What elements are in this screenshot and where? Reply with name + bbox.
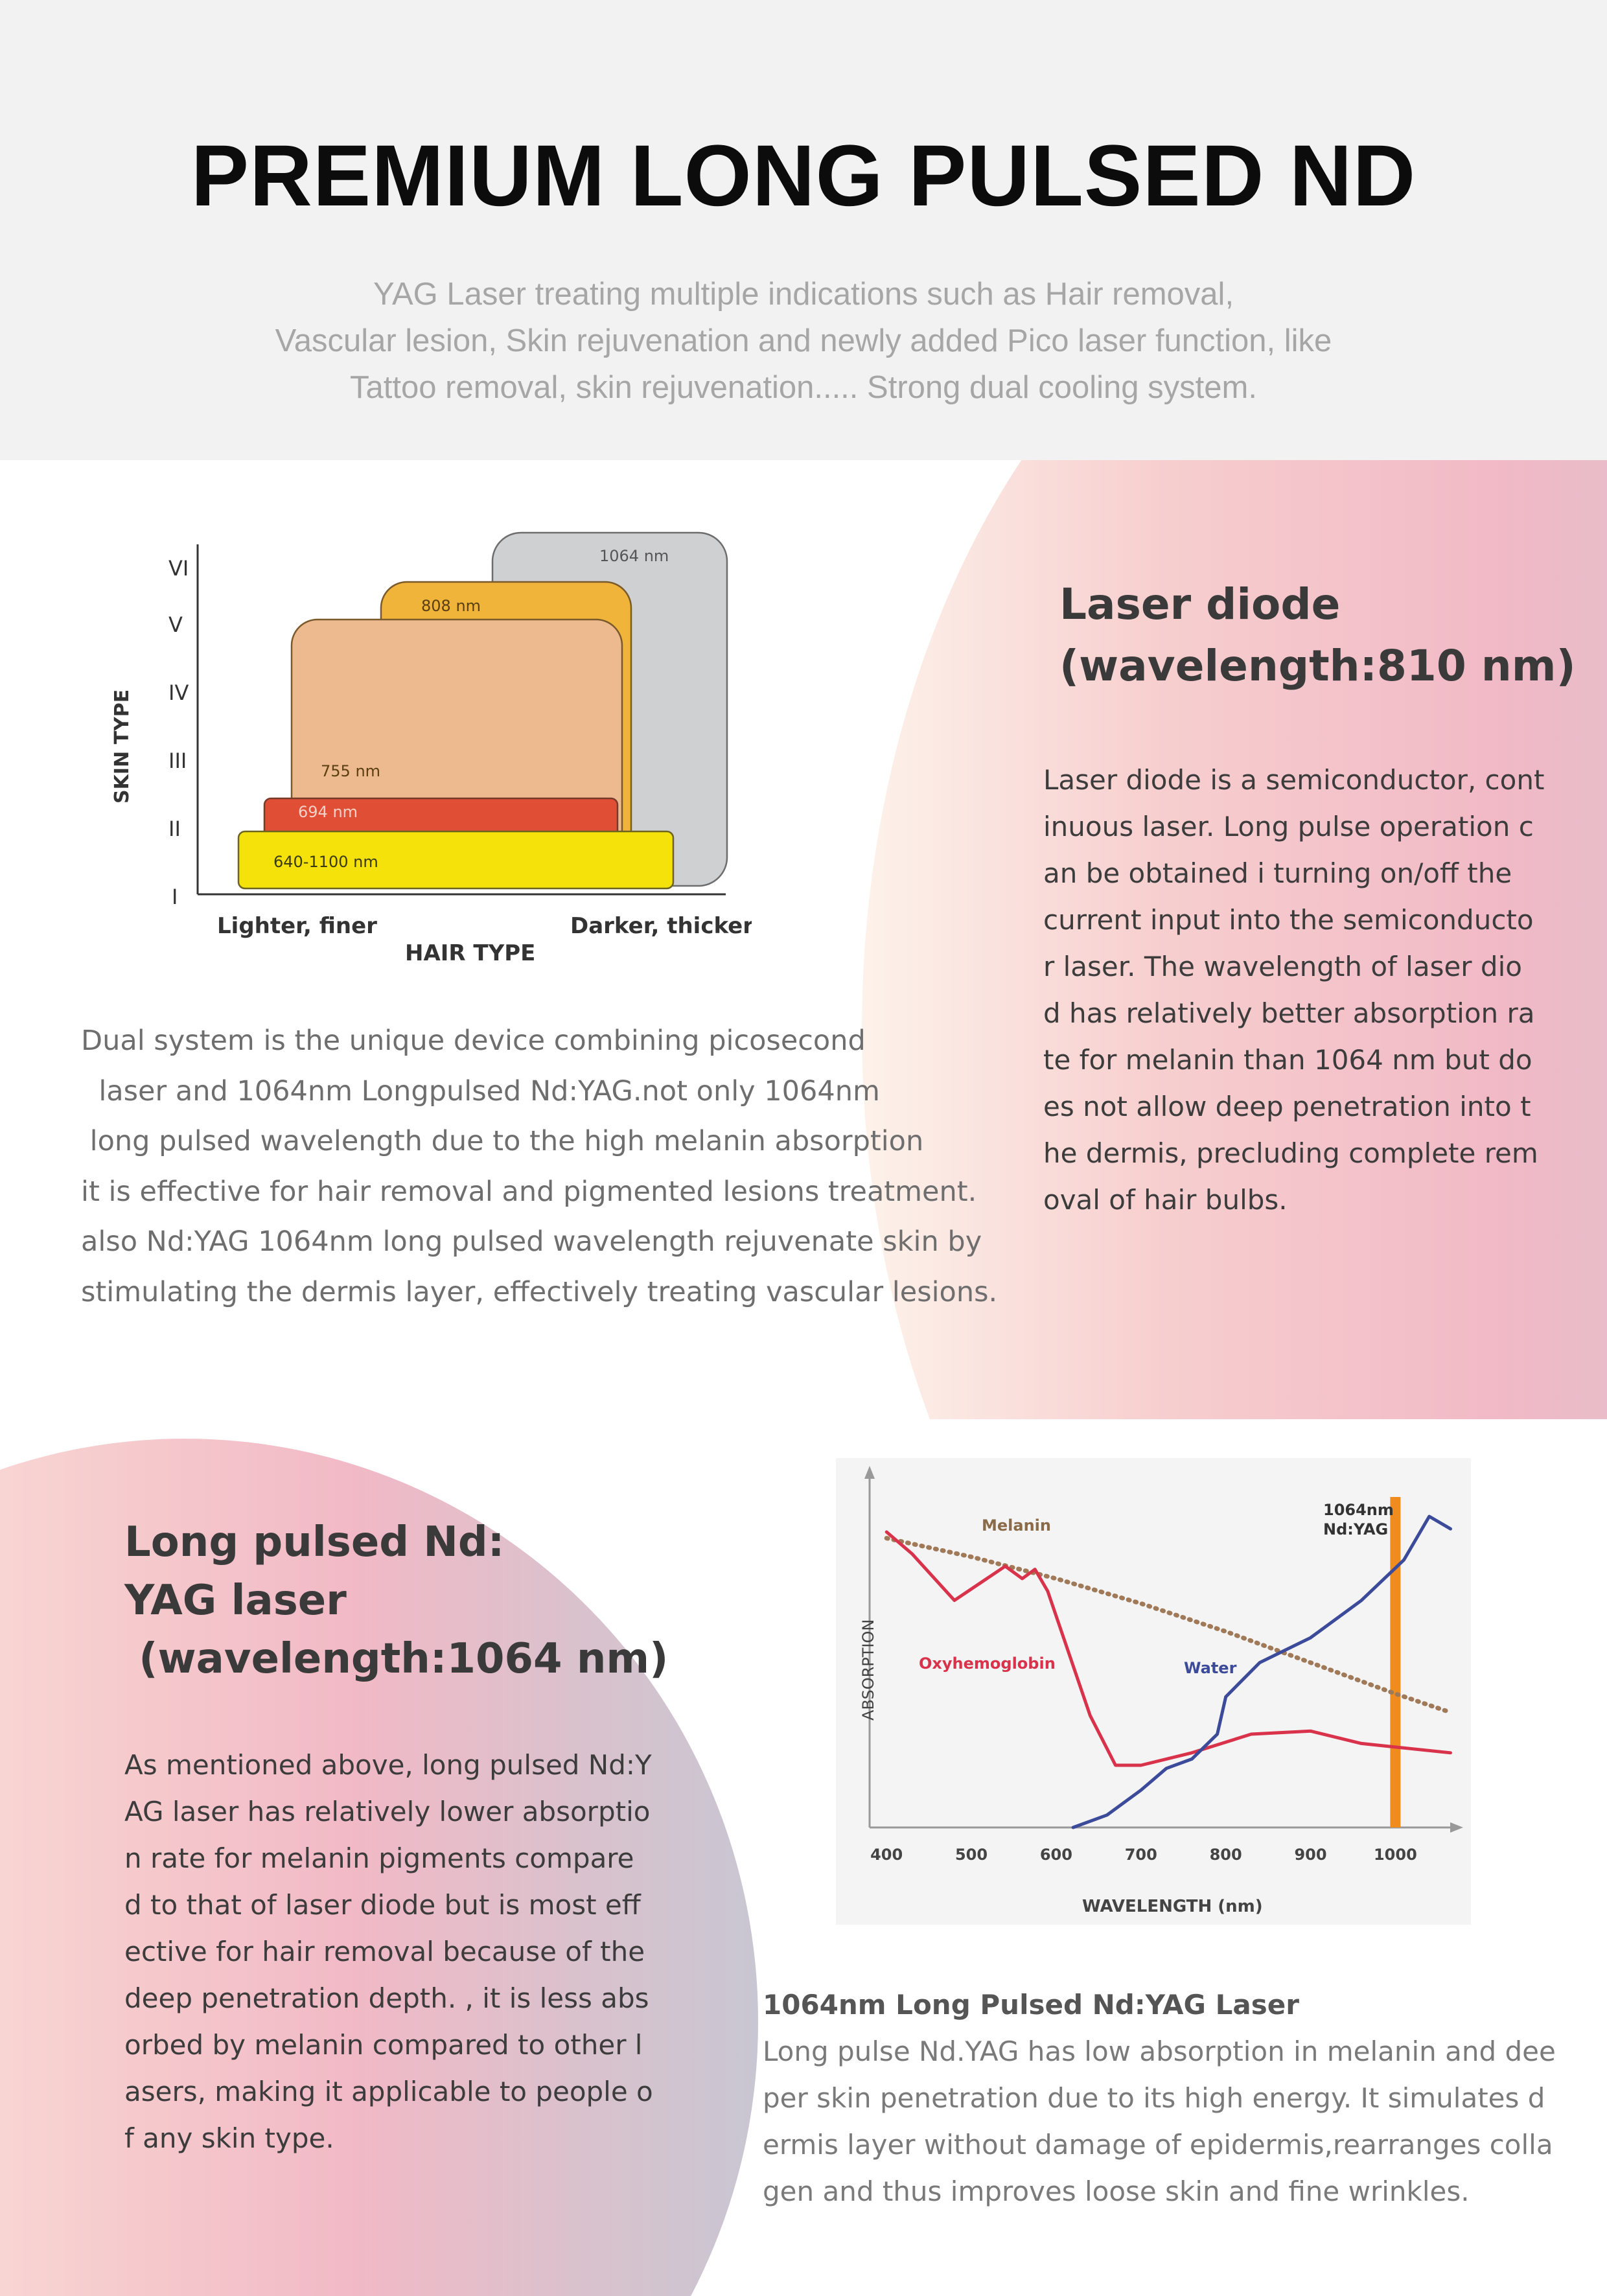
y-tick: IV (168, 680, 189, 705)
x-right-label: Darker, thicker (570, 913, 752, 939)
series-label-oxyhemoglobin: Oxyhemoglobin (919, 1654, 1056, 1673)
nd-yag-section (763, 1982, 1556, 2215)
laser-diode-text (1043, 757, 1544, 1223)
series-label-water: Water (1184, 1659, 1237, 1677)
text-line: AG laser has relatively lower absorptio (124, 1796, 651, 1827)
dual-system-text (81, 1016, 997, 1317)
y-tick: V (168, 612, 183, 637)
skin-type-chart (104, 518, 752, 998)
x-tick-label: 900 (1294, 1846, 1327, 1864)
page-subtitle (156, 271, 1451, 411)
text-line: As mentioned above, long pulsed Nd:Y (124, 1749, 652, 1781)
text-line: es not allow deep penetration into t (1043, 1091, 1531, 1122)
laser-diode-heading (1059, 574, 1576, 697)
heading-line: (wavelength:1064 nm) (124, 1635, 669, 1683)
text-line: long pulsed wavelength due to the high melanin absorption (81, 1125, 924, 1157)
text-line: orbed by melanin compared to other l (124, 2029, 643, 2061)
x-tick-label: 1000 (1373, 1846, 1417, 1864)
text-line: n rate for melanin pigments compare (124, 1842, 634, 1874)
text-line: deep penetration depth. , it is less abs (124, 1982, 649, 2014)
text-line: an be obtained i turning on/off the (1043, 857, 1512, 889)
x-tick-label: 700 (1124, 1846, 1157, 1864)
subtitle-line: Vascular lesion, Skin rejuvenation and newly added Pico laser function, like (275, 323, 1332, 358)
band-label-1064: 1064 nm (599, 547, 669, 565)
text-line: Long pulse Nd.YAG has low absorption in melanin and dee (763, 2035, 1556, 2067)
text-line: d has relatively better absorption ra (1043, 997, 1535, 1029)
subtitle-line: YAG Laser treating multiple indications such as Hair removal, (373, 277, 1234, 312)
text-line: he dermis, precluding complete rem (1043, 1137, 1538, 1169)
x-tick-label: 400 (870, 1846, 903, 1864)
x-tick-label: 600 (1039, 1846, 1072, 1864)
text-line: it is effective for hair removal and pigmented lesions treatment. (81, 1175, 977, 1208)
x-axis-label: HAIR TYPE (405, 940, 536, 966)
band-label-808: 808 nm (421, 597, 481, 615)
text-line: inuous laser. Long pulse operation c (1043, 811, 1534, 842)
y-tick: VI (168, 556, 189, 581)
y-tick: II (168, 817, 181, 841)
page-title: PREMIUM LONG PULSED ND (191, 128, 1416, 224)
text-line: stimulating the dermis layer, effectively treating vascular lesions. (81, 1275, 998, 1308)
x-tick-label: 800 (1209, 1846, 1242, 1864)
text-line: te for melanin than 1064 nm but do (1043, 1044, 1532, 1076)
long-pulsed-heading (124, 1513, 668, 1688)
y-tick: I (172, 885, 178, 909)
long-pulsed-text (124, 1742, 653, 2162)
text-line: laser and 1064nm Longpulsed Nd:YAG.not only 1064nm (81, 1074, 880, 1107)
text-line: ective for hair removal because of the (124, 1936, 645, 1967)
y-axis-label: ABSORPTION (859, 1619, 877, 1721)
y-tick: III (168, 748, 187, 773)
text-line: also Nd:YAG 1064nm long pulsed wavelength rejuvenate skin by (81, 1225, 982, 1258)
x-tick-label: 500 (954, 1846, 988, 1864)
nd-yag-marker (1390, 1497, 1400, 1827)
y-axis-label: SKIN TYPE (111, 689, 133, 804)
band-label-694: 694 nm (298, 803, 358, 821)
x-axis-label: WAVELENGTH (nm) (1082, 1897, 1263, 1916)
text-line: r laser. The wavelength of laser dio (1043, 951, 1522, 982)
heading-line: YAG laser (124, 1577, 347, 1625)
marker-label-line: 1064nm (1323, 1501, 1394, 1519)
band-label-640-1100: 640-1100 nm (273, 853, 378, 871)
absorption-chart (836, 1458, 1471, 1925)
x-left-label: Lighter, finer (217, 913, 377, 939)
text-line: gen and thus improves loose skin and fine wrinkles. (763, 2175, 1470, 2207)
text-line: d to that of laser diode but is most eff (124, 1889, 641, 1921)
section-subheading: 1064nm Long Pulsed Nd:YAG Laser (763, 1989, 1299, 2021)
series-label-melanin: Melanin (982, 1516, 1051, 1535)
band-label-755: 755 nm (321, 762, 381, 780)
marker-label-line: Nd:YAG (1323, 1520, 1389, 1538)
text-line: current input into the semiconducto (1043, 904, 1534, 936)
heading-line: Long pulsed Nd: (124, 1518, 505, 1566)
text-line: Dual system is the unique device combining picosecond (81, 1025, 866, 1057)
heading-line: Laser diode (1059, 579, 1341, 629)
heading-line: (wavelength:810 nm) (1059, 641, 1576, 691)
text-line: ermis layer without damage of epidermis,rearranges colla (763, 2129, 1553, 2161)
subtitle-line: Tattoo removal, skin rejuvenation..... Strong dual cooling system. (350, 370, 1257, 405)
text-line: oval of hair bulbs. (1043, 1184, 1288, 1216)
text-line: f any skin type. (124, 2122, 334, 2154)
text-line: asers, making it applicable to people o (124, 2076, 653, 2107)
text-line: Laser diode is a semiconductor, cont (1043, 764, 1545, 796)
text-line: per skin penetration due to its high energy. It simulates d (763, 2082, 1545, 2114)
